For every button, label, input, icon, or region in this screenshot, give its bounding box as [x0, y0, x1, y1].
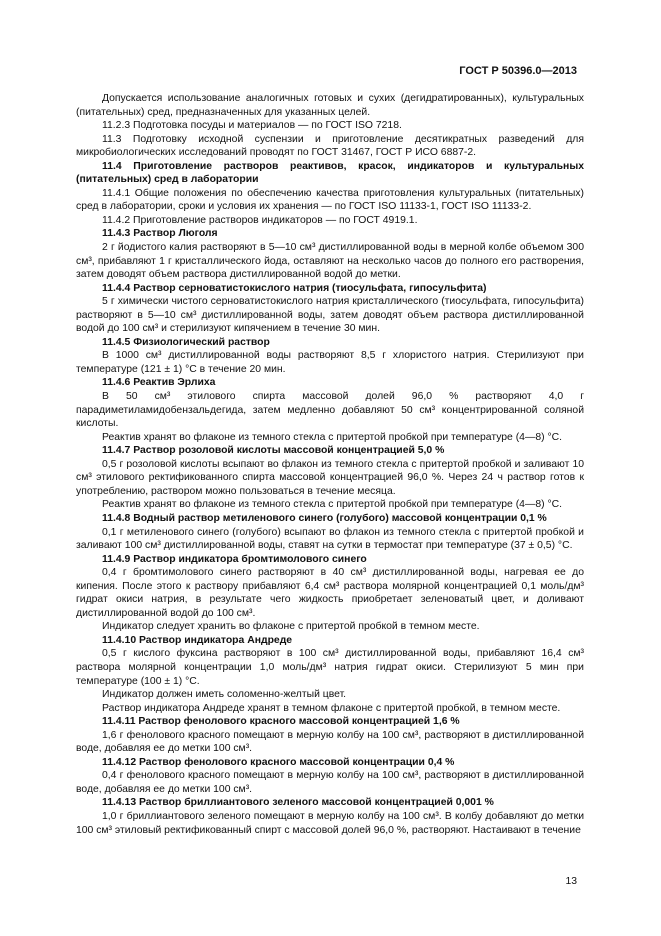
paragraph: 11.4.1 Общие положения по обеспечению качества приготовления культуральных (питательных) сред в лаборатории, сроки и условия их хранения — по ГОСТ ISO 11133-1, ГОСТ ISO 11133-2.	[76, 187, 584, 213]
paragraph: 5 г химически чистого серноватистокислого натрия кристаллического (тиосульфата, гипосульфита) растворяют в 5—10 см³ дистиллированной воды, затем доводят объем раствора дистиллированной водой до 100 см³ и стерилизуют кипячением в течение 30 мин.	[76, 296, 584, 335]
document-header-id: ГОСТ Р 50396.0—2013	[459, 65, 577, 77]
section-heading: 11.4.5 Физиологический раствор	[102, 336, 270, 348]
paragraph: Индикатор должен иметь соломенно-желтый цвет.	[102, 689, 347, 701]
paragraph: 0,4 г бромтимолового синего растворяют в 40 см³ дистиллированной воды, нагревая ее до кипения. После этого к раствору прибавляют 6,4 см³ раствора молярной концентрацией 0,1 моль/дм³ гидрат окиси натрия, в результате чего жидкость приобретает зеленоватый цвет, и доливают дистиллированной водой до 100 см³.	[76, 567, 584, 619]
paragraph: 11.2.3 Подготовка посуды и материалов — по ГОСТ ISO 7218.	[102, 120, 402, 132]
paragraph: 0,4 г фенолового красного помещают в мерную колбу на 100 см³, растворяют в дистиллированной воде, добавляя ее до метки 100 см³.	[76, 770, 584, 795]
paragraph: Реактив хранят во флаконе из темного стекла с притертой пробкой при температуре (4—8) °С.	[102, 499, 563, 511]
paragraph: Раствор индикатора Андреде хранят в темном флаконе с притертой пробкой, в темном месте.	[102, 702, 561, 714]
paragraph: 1,6 г фенолового красного помещают в мерную колбу на 100 см³, растворяют в дистиллированной воде, добавляя ее до метки 100 см³.	[76, 729, 584, 755]
paragraph: 11.3 Подготовку исходной суспензии и приготовление десятикратных разведений для микробиологических исследований проводят по ГОСТ 31467, ГОСТ Р ИСО 6887-2.	[76, 133, 584, 159]
section-heading: 11.4.9 Раствор индикатора бромтимолового синего	[102, 553, 367, 565]
section-heading: 11.4.7 Раствор розоловой кислоты массовой концентрацией 5,0 %	[102, 445, 445, 457]
section-heading: 11.4.12 Раствор фенолового красного массовой концентрации 0,4 %	[102, 756, 455, 768]
section-heading: 11.4.11 Раствор фенолового красного массовой концентрацией 1,6 %	[102, 716, 460, 728]
section-heading: 11.4.10 Раствор индикатора Андреде	[102, 634, 293, 646]
paragraph: Допускается использование аналогичных готовых и сухих (дегидратированных), культуральных (питательных) сред, предназначенных для указанных целей.	[76, 93, 584, 118]
section-heading: 11.4.8 Водный раствор метиленового синего (голубого) массовой концентрации 0,1 %	[102, 512, 547, 524]
paragraph: 2 г йодистого калия растворяют в 5—10 см³ дистиллированной воды в мерной колбе объемом 300 см³, прибавляют 1 г кристаллического йода, оставляют на несколько часов до полного его растворения, затем доводят объем раствора дистиллированной водой до метки.	[76, 242, 584, 281]
page-number: 13	[565, 876, 577, 887]
document-body	[76, 92, 584, 837]
paragraph: В 1000 см³ дистиллированной воды растворяют 8,5 г хлористого натрия. Стерилизуют при температуре (121 ± 1) °С в течение 20 мин.	[76, 350, 584, 375]
section-heading: 11.4 Приготовление растворов реактивов, красок, индикаторов и культуральных (питательных) сред в лаборатории	[76, 160, 584, 186]
section-heading: 11.4.3 Раствор Люголя	[102, 228, 218, 240]
paragraph: 0,1 г метиленового синего (голубого) всыпают во флакон из темного стекла с притертой пробкой и заливают 100 см³ дистиллированной воды, ставят на сутки в термостат при температуре (37 ± 0,5) °С.	[76, 526, 584, 552]
paragraph: В 50 см³ этилового спирта массовой долей 96,0 % растворяют 4,0 г парадиметиламидобензальдегида, затем медленно добавляют 50 см³ концентрированной соляной кислоты.	[76, 391, 584, 430]
section-heading: 11.4.13 Раствор бриллиантового зеленого массовой концентрацией 0,001 %	[102, 797, 494, 809]
paragraph: Реактив хранят во флаконе из темного стекла с притертой пробкой при температуре (4—8) °С.	[102, 431, 563, 443]
paragraph: 1,0 г бриллиантового зеленого помещают в мерную колбу на 100 см³. В колбу добавляют до метки 100 см³ этиловый ректификованный спирт с массовой долей 96,0 %, растворяют. Настаивают в течение	[76, 810, 584, 836]
paragraph: Индикатор следует хранить во флаконе с притертой пробкой в темном месте.	[102, 621, 480, 633]
section-heading: 11.4.4 Раствор серноватистокислого натрия (тиосульфата, гипосульфита)	[102, 282, 487, 294]
section-heading: 11.4.6 Реактив Эрлиха	[102, 377, 216, 389]
paragraph: 11.4.2 Приготовление растворов индикаторов — по ГОСТ 4919.1.	[102, 214, 418, 226]
paragraph: 0,5 г кислого фуксина растворяют в 100 см³ дистиллированной воды, прибавляют 16,4 см³ раствора молярной концентрации 1,0 моль/дм³ натрия гидрат окиси. Стерилизуют 5 мин при температуре (100 ± 1) °С.	[76, 648, 584, 687]
paragraph: 0,5 г розоловой кислоты всыпают во флакон из темного стекла с притертой пробкой и заливают 10 см³ этилового ректификованного спирта массовой концентрацией 96,0 %. Через 24 ч раствор готов к употреблению, раствором можно пользоваться в течение месяца.	[76, 458, 584, 497]
